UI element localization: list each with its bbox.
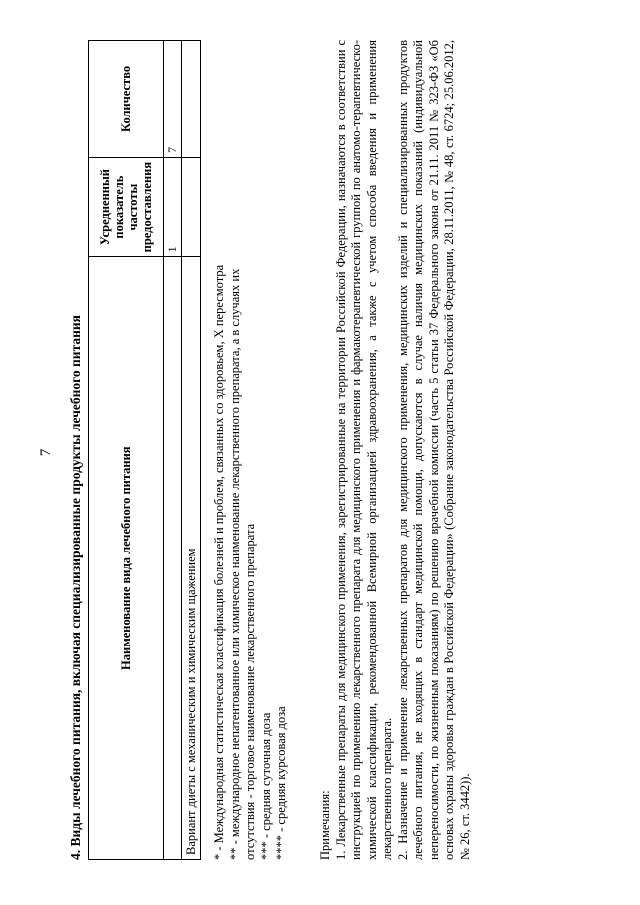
section-title: 4. Виды лечебного питания, включая специализированные продукты лечебного питания [68,315,83,860]
row-name-cell: Вариант диеты с механическим и химическим щажением [182,257,201,860]
header-quantity: Количество [89,41,164,158]
footnote-inn-continued: отсутствия - торговое наименование лекарственного препарата [243,523,257,860]
page-number: 7 [38,448,54,457]
row-frequency-cell [182,157,201,257]
footnotes [212,40,290,860]
notes [318,40,473,860]
header-name: Наименование вида лечебного питания [89,257,164,860]
nutrition-table [88,40,201,860]
index-name-cell [164,257,182,860]
footnote-inn: ** - международное непатентованное или химическое наименование лекарственного препарата, а в случаях их [227,268,242,860]
row-quantity-cell [182,41,201,158]
table-index-row [164,41,182,860]
index-quantity-cell: 7 [164,41,182,158]
table-row [182,41,201,860]
index-frequency-cell: 1 [164,157,182,257]
notes-heading: Примечания: [318,790,332,860]
note-item: 2. Назначение и применение лекарственных препаратов для медицинского применения, медицинских изделий и специализированных продуктов лечебного питания, не входящих в стандарт медицинской помощи, допускаются в случае наличия медицинских показаний (индивидуальной непереносимости, по жизненным показаниям) по решению врачебной комиссии (часть 5 статьи 37 Федерального закона от 21.11. 2011 № 323-ФЗ «Об основах охраны здоровья граждан в Российской Федерации» (Собрание законодательства Российской Федерации, 28.11.2011, № 48, ст. 6724; 25.06.2012, № 26, ст. 3442)). [395,40,472,860]
footnote-course-dose: **** - средняя курсовая доза [274,706,288,860]
header-frequency: Усредненный показатель частоты предоставления [89,157,164,257]
note-item: 1. Лекарственные препараты для медицинского применения, зарегистрированные на территории Российской Федерации, назначаются в соответствии с инструкцией по применению лекарственного препарата для медицинского применения и фармакотерапевтической группой по анатомо-терапевтическо-химической классификации, рекомендованной Всемирной организацией здравоохранения, а также с учетом способа введения и применения лекарственного препарата. [333,40,394,860]
footnote-icd: * - Международная статистическая классификация болезней и проблем, связанных со здоровьем, X пересмотра [212,264,226,860]
table-header-row [89,41,164,860]
footnote-daily-dose: *** - средняя суточная доза [258,712,273,860]
